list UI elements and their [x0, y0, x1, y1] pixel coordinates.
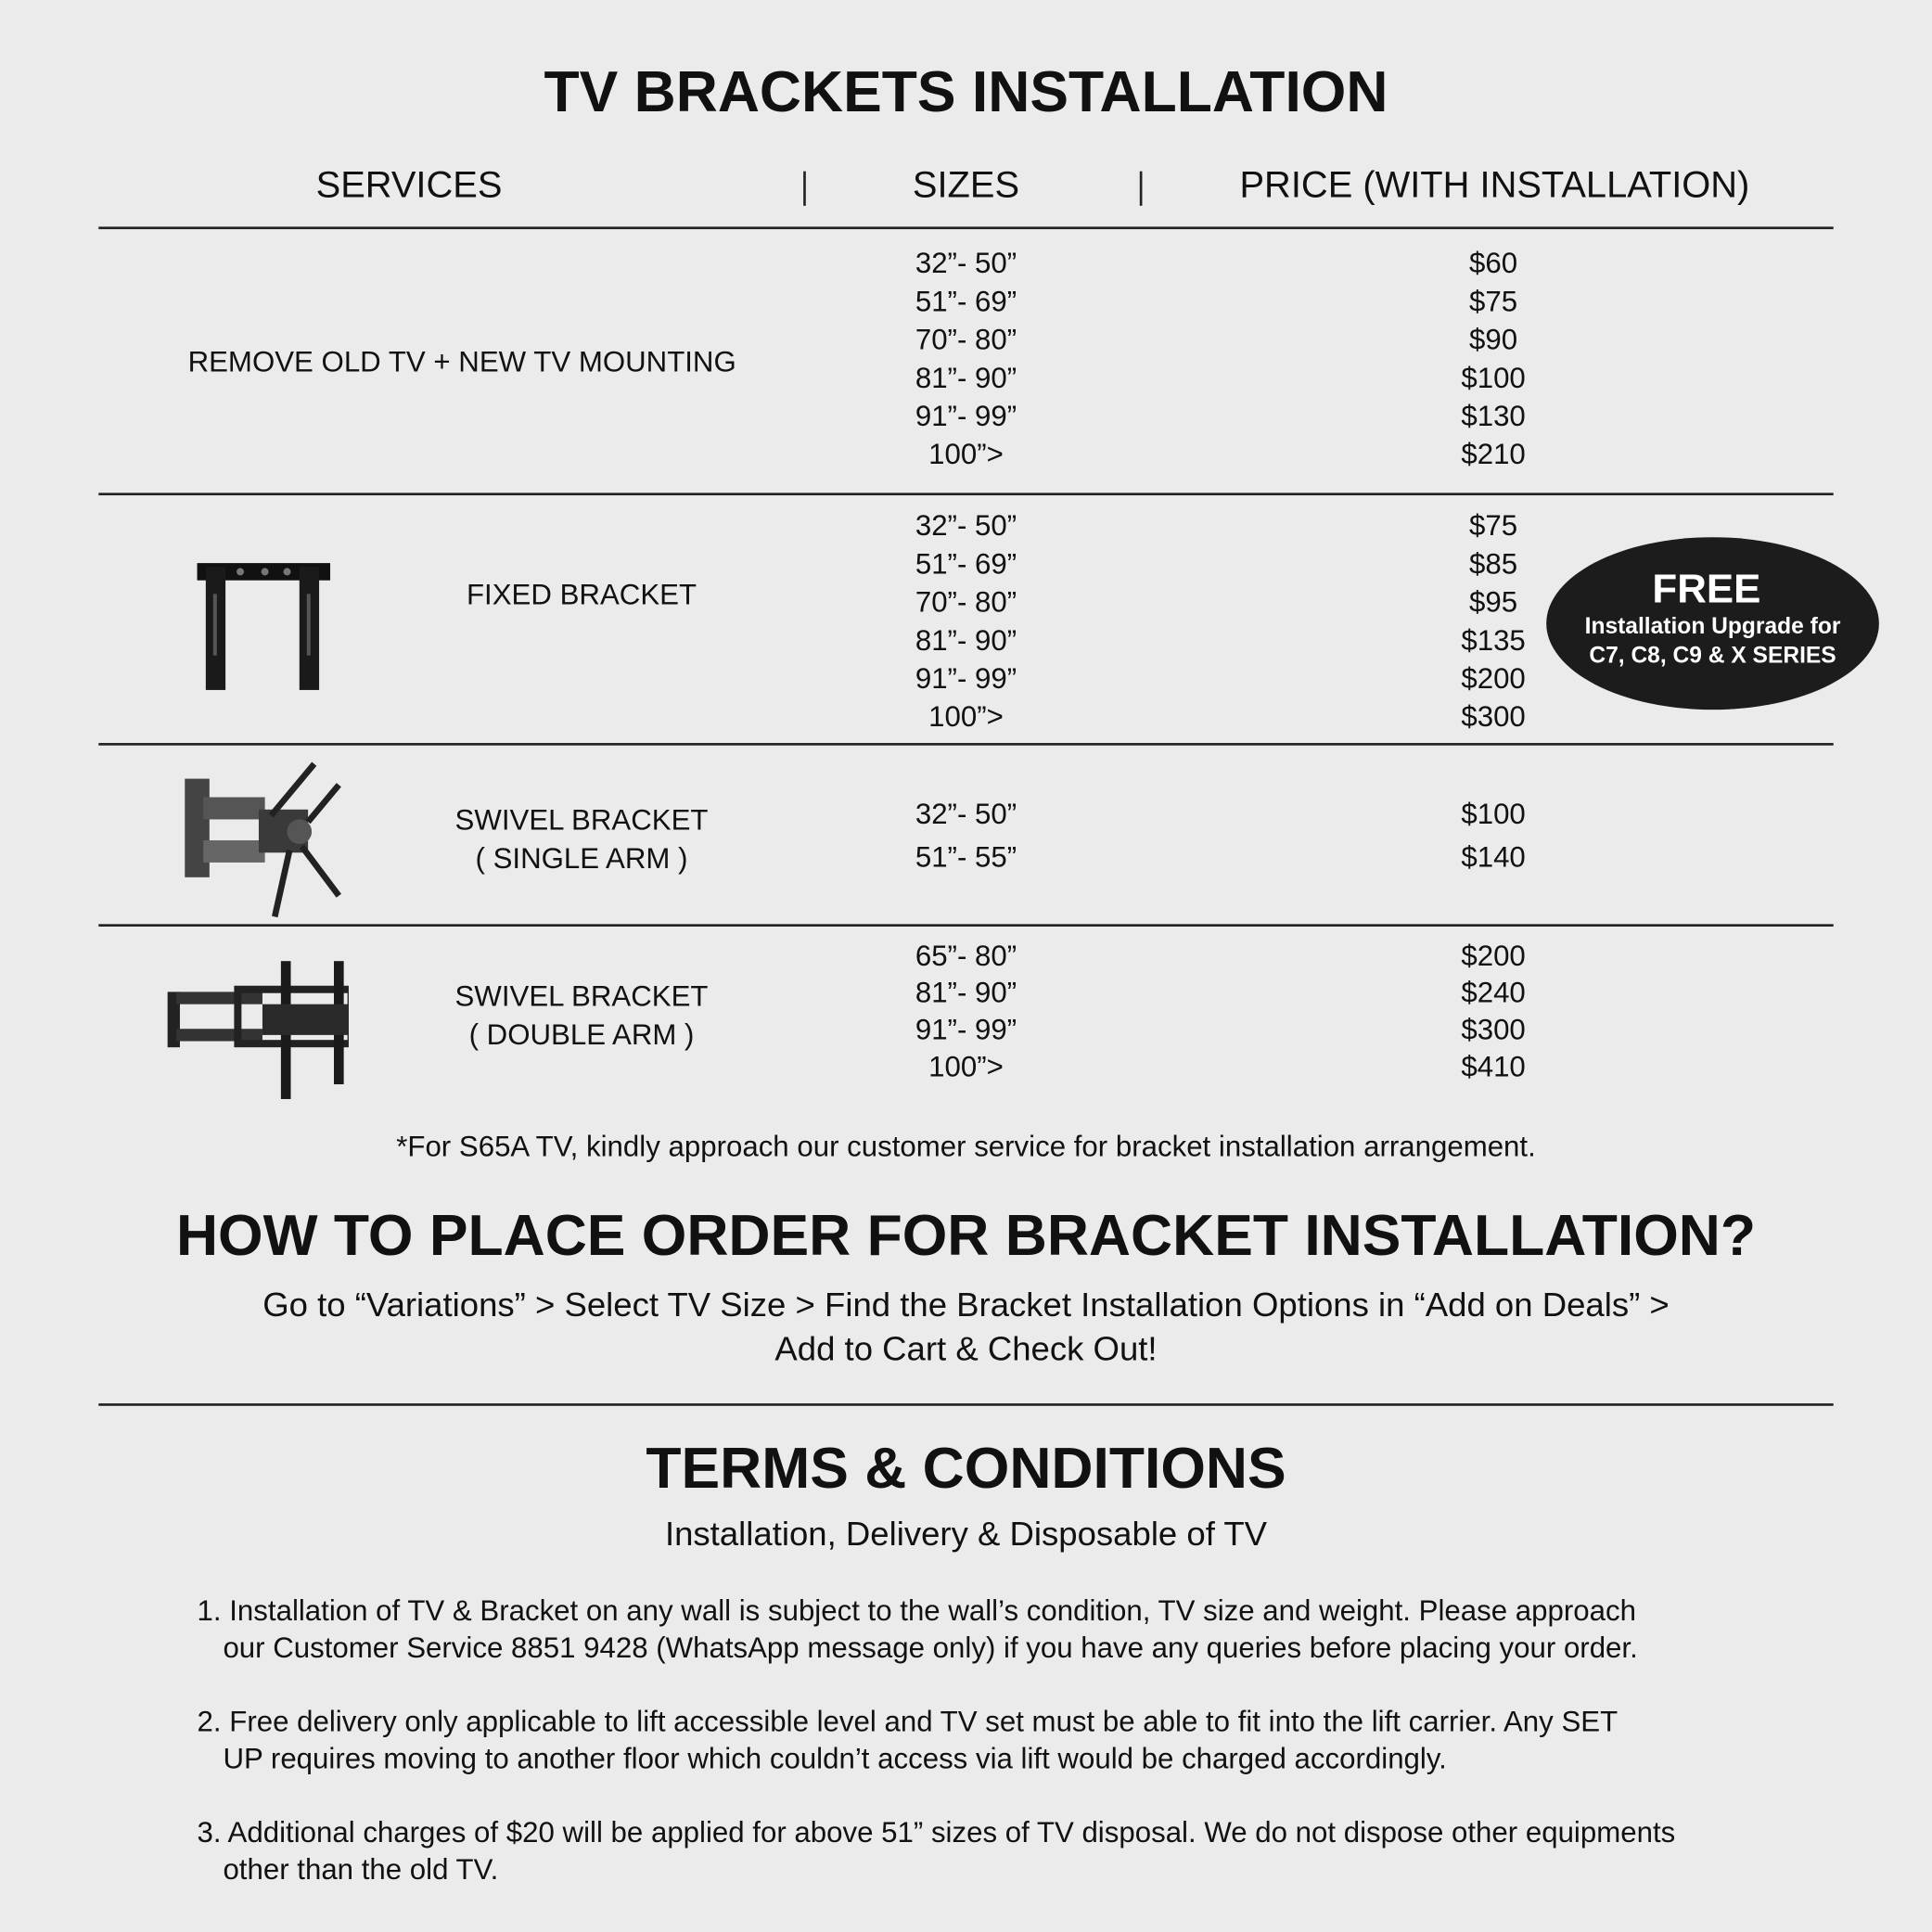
- divider: [98, 1403, 1833, 1405]
- price: $240: [1461, 976, 1526, 1009]
- service-variant: ( SINGLE ARM ): [475, 841, 688, 875]
- term-line: other than the old TV.: [223, 1852, 499, 1886]
- term-line: UP requires moving to another floor which couldn’t access via lift would be charged accordingly.: [223, 1742, 1447, 1774]
- header-divider: [803, 172, 805, 206]
- promo-headline: FREE: [1652, 565, 1761, 611]
- term-line: 2. Free delivery only applicable to lift accessible level and TV set must be able to fit into the lift carrier. Any SET: [197, 1705, 1619, 1738]
- size-range: 100”>: [928, 700, 1004, 733]
- service-name: FIXED BRACKET: [466, 578, 697, 611]
- price: $75: [1469, 509, 1518, 542]
- size-range: 100”>: [928, 438, 1004, 470]
- term-line: 1. Installation of TV & Bracket on any wall is subject to the wall’s condition, TV size and weight. Please approach: [197, 1594, 1636, 1627]
- how-to-line1: Go to “Variations” > Select TV Size > Find the Bracket Installation Options in “Add on Deals” >: [262, 1285, 1670, 1324]
- how-to-line2: Add to Cart & Check Out!: [774, 1329, 1158, 1368]
- price: $300: [1461, 1013, 1526, 1046]
- price: $100: [1461, 798, 1526, 830]
- divider: [98, 493, 1833, 494]
- size-range: 91”- 99”: [915, 1013, 1017, 1046]
- size-range: 81”- 90”: [915, 361, 1017, 394]
- price: $135: [1461, 623, 1526, 657]
- promo-badge: [1546, 537, 1879, 710]
- header-divider: [1140, 172, 1142, 206]
- price: $100: [1461, 361, 1526, 394]
- double-arm-bracket-icon: [164, 955, 349, 1103]
- size-range: 51”- 55”: [915, 840, 1017, 874]
- fixed-bracket-icon: [191, 557, 337, 695]
- promo-line2: C7, C8, C9 & X SERIES: [1589, 642, 1836, 669]
- size-range: 100”>: [928, 1050, 1004, 1083]
- term-line: our Customer Service 8851 9428 (WhatsApp message only) if you have any queries before placing your order.: [223, 1631, 1638, 1664]
- service-name: SWIVEL BRACKET: [454, 803, 709, 837]
- service-variant: ( DOUBLE ARM ): [468, 1017, 695, 1051]
- promo-line1: Installation Upgrade for: [1584, 612, 1841, 639]
- size-range: 51”- 69”: [915, 547, 1017, 581]
- size-range: 91”- 99”: [915, 662, 1017, 695]
- price: $210: [1461, 438, 1526, 470]
- size-range: 70”- 80”: [915, 585, 1017, 619]
- service-name: SWIVEL BRACKET: [454, 979, 709, 1013]
- header-services: SERVICES: [315, 165, 503, 206]
- divider: [98, 924, 1833, 926]
- terms-subtitle: Installation, Delivery & Disposable of TV: [664, 1514, 1268, 1553]
- price: $95: [1469, 585, 1518, 619]
- price: $90: [1469, 323, 1518, 356]
- price: $300: [1461, 700, 1526, 733]
- price: $60: [1469, 247, 1518, 279]
- size-range: 81”- 90”: [915, 623, 1017, 657]
- size-range: 65”- 80”: [915, 939, 1017, 972]
- service-name: REMOVE OLD TV + NEW TV MOUNTING: [187, 345, 736, 378]
- size-range: 91”- 99”: [915, 400, 1017, 432]
- price: $85: [1469, 547, 1518, 581]
- price: $75: [1469, 285, 1518, 318]
- price: $410: [1461, 1050, 1526, 1083]
- how-to-title: HOW TO PLACE ORDER FOR BRACKET INSTALLATION?: [175, 1201, 1757, 1268]
- divider: [98, 743, 1833, 745]
- divider: [98, 226, 1833, 228]
- terms-title: TERMS & CONDITIONS: [646, 1434, 1286, 1501]
- header-price: PRICE (WITH INSTALLATION): [1239, 165, 1750, 206]
- page-title: TV BRACKETS INSTALLATION: [544, 58, 1388, 124]
- price: $200: [1461, 939, 1526, 972]
- size-range: 70”- 80”: [915, 323, 1017, 356]
- size-range: 32”- 50”: [915, 509, 1017, 542]
- single-arm-bracket-icon: [179, 754, 345, 920]
- header-sizes: SIZES: [912, 165, 1020, 206]
- price: $140: [1461, 840, 1526, 874]
- size-range: 32”- 50”: [915, 247, 1017, 279]
- size-range: 51”- 69”: [915, 285, 1017, 318]
- size-range: 32”- 50”: [915, 798, 1017, 830]
- term-line: 3. Additional charges of $20 will be applied for above 51” sizes of TV disposal. We do not dispose other equipments: [197, 1816, 1676, 1849]
- size-range: 81”- 90”: [915, 976, 1017, 1009]
- price: $130: [1461, 400, 1526, 432]
- footnote: *For S65A TV, kindly approach our customer service for bracket installation arrangement.: [396, 1130, 1536, 1163]
- price: $200: [1461, 662, 1526, 695]
